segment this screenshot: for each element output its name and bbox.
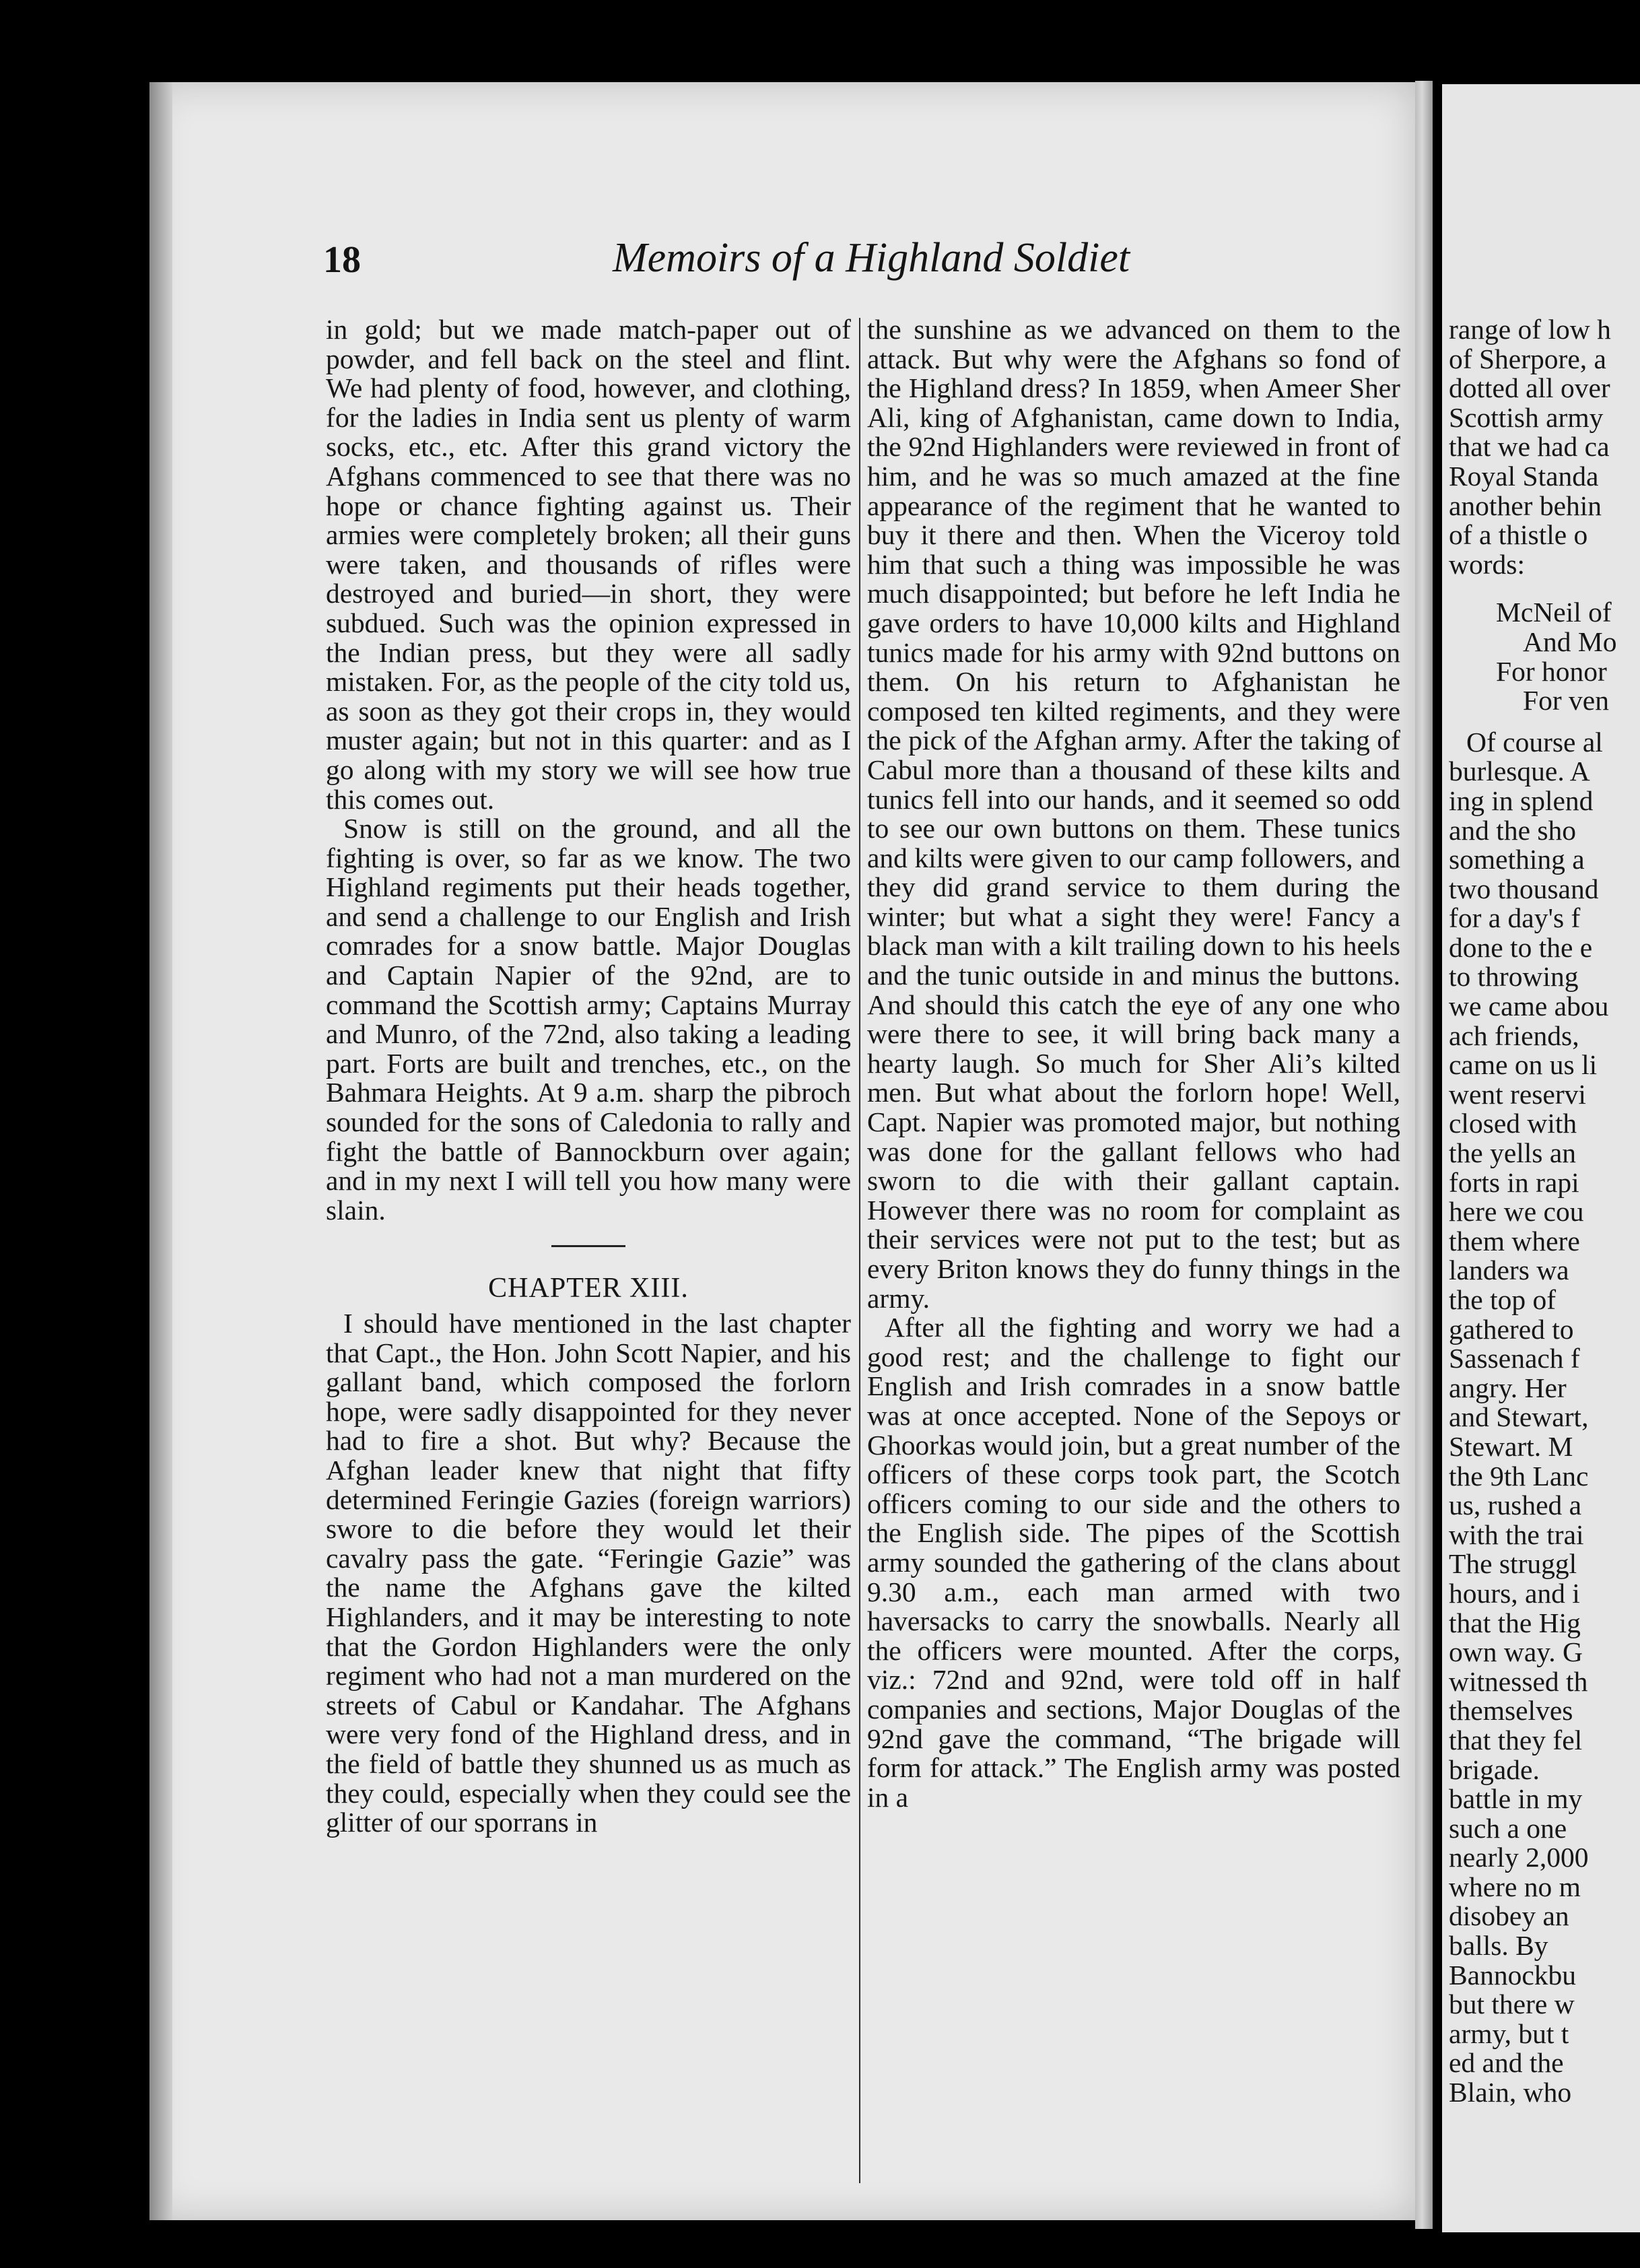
text-line: where no m — [1449, 1871, 1581, 1902]
verse-spacer — [1449, 579, 1640, 598]
text-column-2 — [867, 315, 1400, 1812]
text-line: dotted all over — [1449, 372, 1610, 404]
text-line: Bannockbu — [1449, 1959, 1577, 1991]
verse-line: McNeil of — [1496, 597, 1612, 628]
text-line: words: — [1449, 548, 1525, 580]
verse-line: For honor — [1496, 655, 1607, 687]
text-line: closed with — [1449, 1108, 1577, 1139]
text-line: hours, and i — [1449, 1577, 1580, 1609]
text-line: but there w — [1449, 1989, 1575, 2020]
text-line: nearly 2,000 — [1449, 1842, 1589, 1873]
text-line: Royal Standa — [1449, 460, 1599, 492]
text-line: ing in splend — [1449, 785, 1594, 816]
running-head: Memoirs of a Highland Soldiet — [613, 235, 1130, 281]
text-line: of a thistle o — [1449, 519, 1588, 551]
verse-line: And Mo — [1523, 626, 1617, 657]
text-line: the 9th Lanc — [1449, 1460, 1589, 1492]
column-divider — [859, 318, 860, 2183]
text-line: and Stewart, — [1449, 1401, 1589, 1433]
text-line: to throwing — [1449, 961, 1579, 993]
text-line: that we had ca — [1449, 431, 1610, 463]
text-line: Scottish army — [1449, 401, 1604, 433]
text-line: brigade. — [1449, 1754, 1540, 1785]
text-line: Blain, who — [1449, 2077, 1572, 2108]
text-line: Of course al — [1466, 726, 1603, 758]
text-line: here we cou — [1449, 1196, 1584, 1228]
text-line: disobey an — [1449, 1900, 1569, 1932]
text-line: and the sho — [1449, 814, 1577, 846]
text-line: witnessed th — [1449, 1665, 1588, 1697]
text-line: balls. By — [1449, 1930, 1548, 1962]
paragraph: After all the fighting and worry we had a good rest; and the challenge to fight our English and Irish comrades in a snow battle was at once accepted. None of the Sepoys or Ghoorkas would join, but a great number of the officers of these corps took part, the Scotch officers coming to our side and the others to the English side. The pipes of the Scottish army sounded the gathering of the clans about 9.30 a.m., each man armed with two haversacks to carry the snowballs. Nearly all the officers were mounted. After the corps, viz.: 72nd and 92nd, were told off in half companies and sections, Major Douglas of the 92nd gave the command, “The brigade will form for attack.” The English army was posted in a — [867, 1312, 1400, 1813]
text-line: burlesque. A — [1449, 756, 1590, 787]
text-line: such a one — [1449, 1812, 1567, 1844]
paragraph: Snow is still on the ground, and all the fighting is over, so far as we know. The two Highland regiments put their heads together, and send a challenge to our English and Irish comrades for a snow battle. Major Douglas and Captain Napier of the 92nd, are to command the Scottish army; Captains Murray and Munro, of the 72nd, also taking a leading part. Forts are built and trenches, etc., on the Bahmara Heights. At 9 a.m. sharp the pibroch sounded for the sons of Caledonia to rally and fight the battle of Bannockburn over again; and in my next I will tell you how many were slain. — [326, 813, 851, 1226]
verse-line: For ven — [1523, 685, 1609, 716]
text-line: themselves — [1449, 1695, 1573, 1727]
text-line: that they fel — [1449, 1724, 1583, 1756]
text-column-1 — [326, 315, 851, 1838]
text-line: something a — [1449, 844, 1585, 875]
text-line: ach friends, — [1449, 1020, 1579, 1051]
text-line: battle in my — [1449, 1783, 1583, 1815]
text-line: of Sherpore, a — [1449, 343, 1606, 374]
text-column-3-cropped — [1449, 315, 1640, 2108]
chapter-heading: CHAPTER XIII. — [488, 1273, 689, 1304]
text-line: range of low h — [1449, 314, 1611, 345]
text-line: ed and the — [1449, 2047, 1564, 2079]
text-line: for a day's f — [1449, 902, 1581, 934]
text-line: another behin — [1449, 490, 1602, 521]
text-line: forts in rapi — [1449, 1166, 1579, 1198]
page-number: 18 — [323, 239, 361, 281]
paragraph: the sunshine as we advanced on them to the attack. But why were the Afghans so fond of the Highland dress? In 1859, when Ameer Sher Ali, king of Afghanistan, came down to India, the 92nd Highlanders were reviewed in front of him, and he was so much amazed at the fine appearance of the regiment that he wanted to buy it there and then. When the Viceroy told him that such a thing was impossible he was much disappointed; but before he left India he gave orders to have 10,000 kilts and Highland tunics made for his army with 92nd buttons on them. On his return to Afghanistan he composed ten kilted regiments, and they were the pick of the Afghan army. After the taking of Cabul more than a thousand of these kilts and tunics fell into our hands, and it seemed so odd to see our own buttons on them. These tunics and kilts were given to our camp followers, and they did grand service to them during the winter; but what a sight they were! Fancy a black man with a kilt trailing down to his heels and the tunic outside in and minus the buttons. And should this catch the eye of any one who were there to see, it will bring back many a hearty laugh. So much for Sher Ali’s kilted men. But what about the forlorn hope! Well, Capt. Napier was promoted major, but nothing was done for the gallant fellows who had sworn to die with their gallant captain. However there was no room for complaint as their services were not put to the test; but as every Briton knows they do funny things in the army. — [867, 314, 1400, 1314]
text-line: went reservi — [1449, 1078, 1586, 1110]
text-line: landers wa — [1449, 1255, 1569, 1286]
text-line: the top of — [1449, 1284, 1557, 1315]
text-line: The struggl — [1449, 1548, 1577, 1580]
text-line: angry. Her — [1449, 1372, 1567, 1403]
book-gutter — [1433, 84, 1442, 2232]
text-line: we came abou — [1449, 991, 1609, 1022]
text-line: done to the e — [1449, 931, 1593, 963]
text-line: army, but t — [1449, 2017, 1569, 2049]
text-line: came on us li — [1449, 1049, 1598, 1081]
text-line: own way. G — [1449, 1636, 1583, 1668]
page-edge — [1415, 81, 1433, 2229]
paragraph: in gold; but we made match-paper out of powder, and fell back on the steel and flint. We had plenty of food, however, and clothing, for the ladies in India sent us plenty of warm socks, etc., etc. After this grand victory the Afghans commenced to see that there was no hope or chance fighting against us. Their armies were completely broken; all their guns were taken, and thousands of rifles were destroyed and buried—in short, they were subdued. Such was the opinion expressed in the Indian press, but they were all sadly mistaken. For, as the people of the city told us, as soon as they got their crops in, they would muster again; but not in this quarter: and as I go along with my story we will see how true this comes out. — [326, 314, 851, 815]
text-line: us, rushed a — [1449, 1490, 1582, 1521]
text-line: Stewart. M — [1449, 1430, 1573, 1462]
text-line: the yells an — [1449, 1137, 1576, 1169]
section-divider — [551, 1245, 625, 1247]
text-line: gathered to — [1449, 1313, 1574, 1345]
text-line: them where — [1449, 1225, 1580, 1257]
paragraph: I should have mentioned in the last chapter that Capt., the Hon. John Scott Napier, and his gallant band, which composed the forlorn hope, were sadly disappointed for they never had to fire a shot. But why? Because the Afghan leader knew that night that fifty determined Feringie Gazies (foreign warriors) swore to die before they would let their cavalry pass the gate. “Feringie Gazie” was the name the Afghans gave the kilted Highlanders, and it may be interesting to note that the Gordon Highlanders were the only regiment who had not a man murdered on the streets of Cabul or Kandahar. The Afghans were very fond of the Highland dress, and in the field of battle they shunned us as much as they could, especially when they could see the glitter of our sporrans in — [326, 1308, 851, 1838]
text-line: two thousand — [1449, 873, 1599, 904]
text-line: Sassenach f — [1449, 1343, 1580, 1374]
text-line: that the Hig — [1449, 1607, 1581, 1638]
text-line: with the trai — [1449, 1519, 1584, 1550]
